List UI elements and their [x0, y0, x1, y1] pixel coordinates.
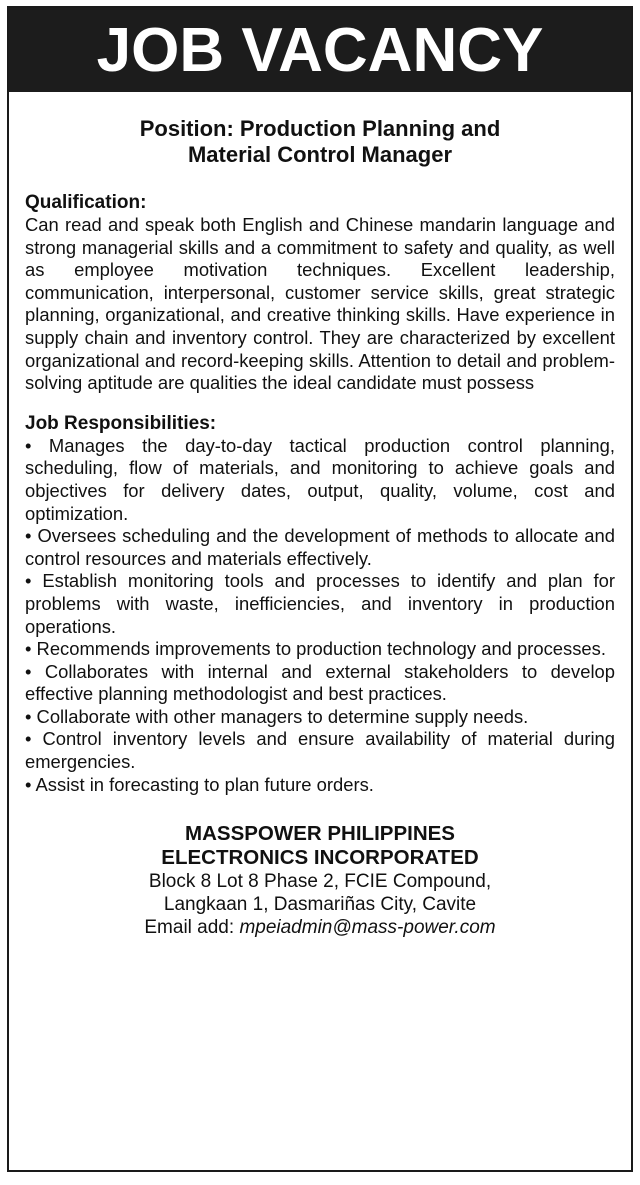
company-address-line-1: Block 8 Lot 8 Phase 2, FCIE Compound,	[148, 871, 492, 893]
list-item: • Collaborate with other managers to determine supply needs.	[25, 705, 529, 727]
list-item: • Assist in forecasting to plan future orders.	[25, 773, 374, 795]
list-item: • Manages the day-to-day tactical production control planning, scheduling, flow of materials, and monitoring to achieve goals and objectives for delivery dates, output, quality, volume, cost and optimization.	[25, 434, 615, 524]
list-item: • Control inventory levels and ensure availability of material during emergencies.	[25, 728, 615, 773]
company-email-line	[9, 916, 631, 939]
company-name-line-1: MASSPOWER PHILIPPINES	[185, 822, 455, 846]
responsibilities-heading: Job Responsibilities:	[25, 412, 217, 434]
company-address-line-2: Langkaan 1, Dasmariñas City, Cavite	[163, 894, 477, 916]
job-vacancy-poster	[7, 6, 633, 1172]
qualification-text: Can read and speak both English and Chinese mandarin language and strong managerial skills and a commitment to safety and quality, as well as employee motivation techniques. Excellent leadership, communication, interpersonal, customer service skills, great strategic planning, organizational, and creative thinking skills. Have experience in supply chain and inventory control. They are characterized by excellent organizational and record-keeping skills. Attention to detail and problem-solving aptitude are qualities the ideal candidate must possess	[25, 214, 615, 394]
position-title	[9, 116, 631, 168]
position-line-1: Position: Production Planning and	[139, 116, 501, 141]
email-address: mpeiadmin@mass-power.com	[239, 917, 496, 939]
company-name-line-2: ELECTRONICS INCORPORATED	[161, 846, 479, 870]
list-item: • Recommends improvements to production technology and processes.	[25, 638, 606, 660]
email-label: Email add:	[144, 917, 235, 939]
position-line-2: Material Control Manager	[187, 142, 453, 167]
section-spacer	[25, 395, 615, 413]
responsibilities-list	[25, 435, 615, 797]
banner	[9, 8, 631, 92]
banner-title: JOB VACANCY	[96, 15, 544, 85]
list-item: • Oversees scheduling and the development of methods to allocate and control resources and materials effectively.	[25, 525, 615, 569]
list-item: • Collaborates with internal and external stakeholders to develop effective planning methodologist and best practices.	[25, 660, 615, 705]
company-block	[9, 822, 631, 939]
list-item: • Establish monitoring tools and processes to identify and plan for problems with waste, inefficiencies, and inventory in production operations.	[25, 570, 615, 637]
qualification-heading: Qualification:	[25, 192, 147, 213]
content	[9, 192, 631, 796]
